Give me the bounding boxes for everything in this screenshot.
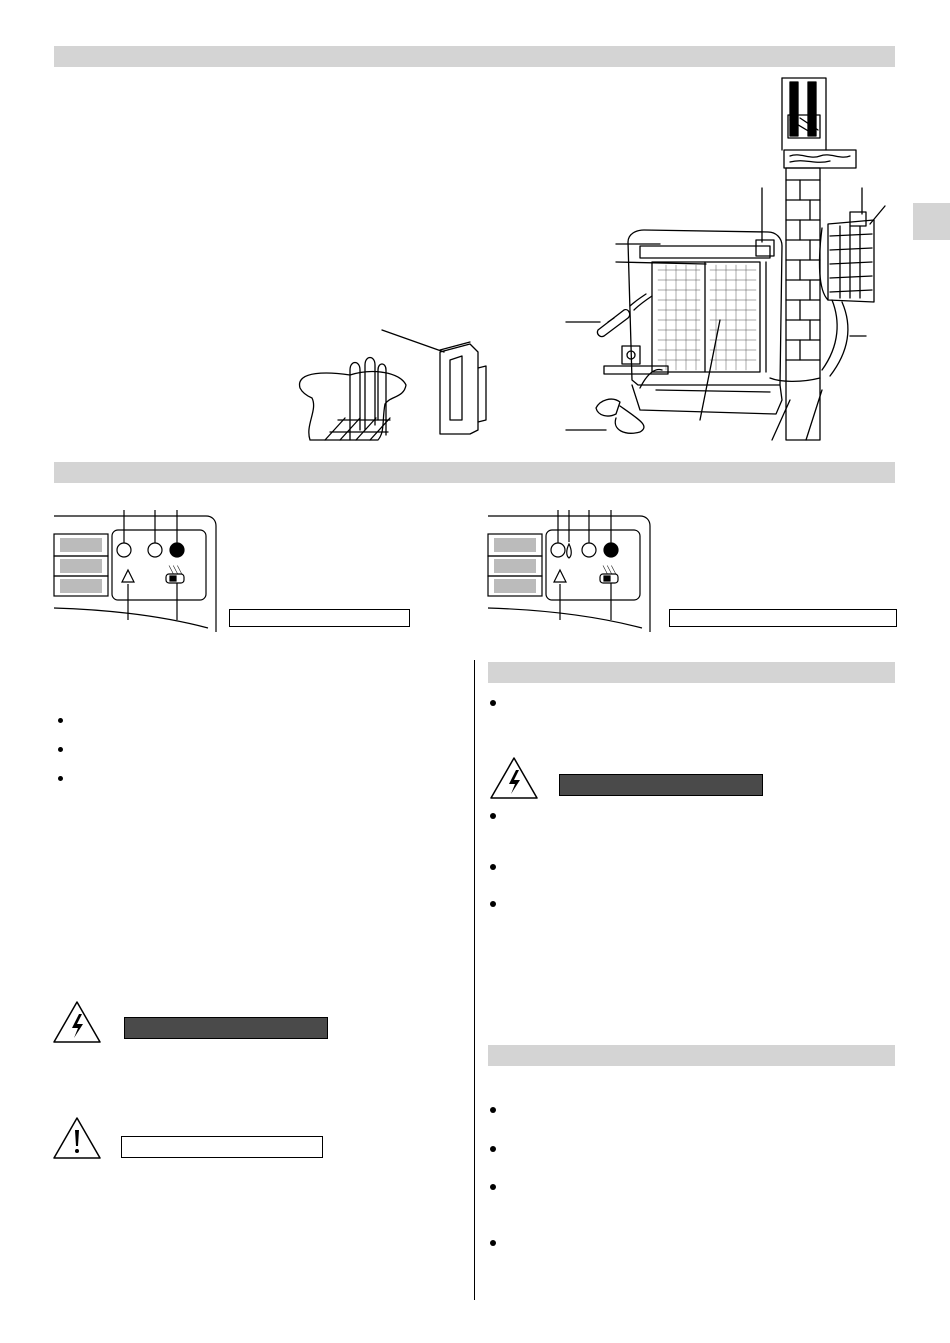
section-header-bar-2 (54, 462, 895, 483)
electric-warning-icon-right (489, 756, 539, 800)
list-bullet-right-6 (490, 1146, 496, 1152)
remote-control-drawing (597, 294, 652, 337)
list-bullet-right-8 (490, 1240, 496, 1246)
power-plug-drawing (596, 370, 662, 434)
caution-warning-icon (52, 1116, 102, 1160)
electric-warning-label-right (559, 774, 763, 796)
section-header-bar-3 (488, 662, 895, 683)
toggle-marks-left: ╲╲╲ (169, 566, 182, 574)
hose-bracket-drawing (300, 358, 406, 441)
list-bullet-left-3 (58, 776, 63, 781)
list-bullet-left-1 (58, 718, 63, 723)
installation-illustration (0, 0, 950, 460)
caution-warning-label (121, 1136, 323, 1158)
control-panel-left (40, 500, 440, 650)
column-divider (474, 660, 475, 1300)
electric-warning-icon (52, 1000, 102, 1044)
label-box-left (229, 609, 410, 627)
list-bullet-left-2 (58, 747, 63, 752)
section-header-bar-4 (488, 1045, 895, 1066)
list-bullet-right-5 (490, 1107, 496, 1113)
list-bullet-right-1 (490, 700, 496, 706)
electric-warning-label (124, 1017, 328, 1039)
list-bullet-right-2 (490, 813, 496, 819)
list-bullet-right-7 (490, 1184, 496, 1190)
air-conditioner-drawing (628, 230, 782, 414)
control-panel-right (474, 500, 874, 650)
label-box-right (669, 609, 897, 627)
wall-bracket-drawing (440, 342, 486, 434)
list-bullet-right-3 (490, 864, 496, 870)
toggle-marks-right: ╲╲╲ (603, 566, 616, 574)
list-bullet-right-4 (490, 901, 496, 907)
